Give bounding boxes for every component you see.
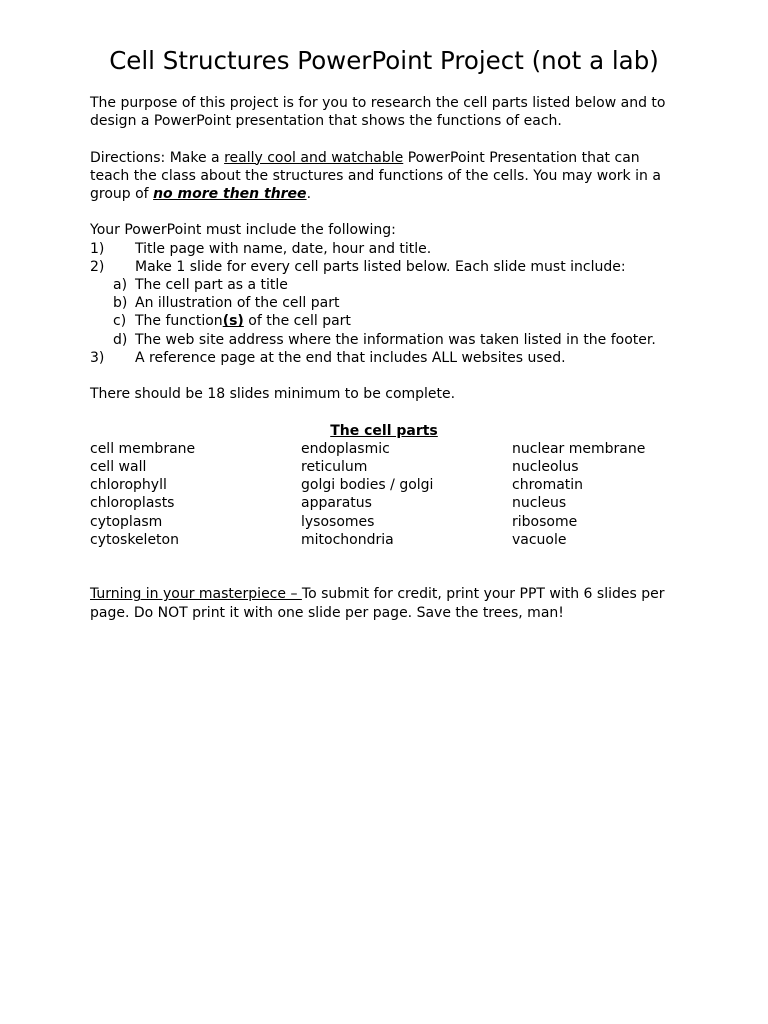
cell-parts-column-1: [90, 440, 301, 549]
cell-part: cell wall: [90, 459, 147, 475]
turning-in-text: To submit for credit, print your PPT with 6 slides per page. Do NOT print it with one slide per page. Save the trees, man!: [90, 586, 665, 621]
spacer: [90, 567, 678, 585]
cell-part: nucleolus: [512, 459, 579, 475]
cell-part: reticulum: [301, 459, 368, 475]
cell-part: chloroplasts: [90, 495, 175, 512]
cell-part: cell membrane: [90, 440, 196, 457]
directions-end: .: [306, 186, 312, 202]
spacer: [90, 549, 678, 567]
sub-item-letter: b): [113, 295, 128, 312]
cell-parts-table: [90, 440, 678, 549]
cell-part: cytoskeleton: [90, 531, 179, 548]
cell-part: mitochondria: [301, 531, 394, 548]
document-page: [90, 40, 678, 622]
cell-part: vacuole: [512, 531, 567, 548]
group-size-emphasis: no more then three: [153, 186, 307, 202]
turning-in-paragraph: [90, 585, 678, 621]
requirements-intro: Your PowerPoint must include the following:: [90, 222, 396, 239]
cell-part: apparatus: [301, 495, 372, 512]
cell-part: golgi bodies / golgi: [301, 477, 434, 494]
sub-item-c-emphasis: (s): [222, 313, 244, 330]
item-number: 1): [90, 240, 105, 257]
cell-part: nuclear membrane: [512, 440, 646, 457]
sub-item-c-pre: The function: [135, 313, 223, 330]
turning-in-label: Turning in your masterpiece –: [90, 586, 302, 603]
requirement-item-1: [90, 240, 678, 258]
cell-part: cytoplasm: [90, 513, 163, 530]
sub-item-text: The web site address where the information was taken listed in the footer.: [135, 331, 656, 348]
purpose-paragraph: The purpose of this project is for you to research the cell parts listed below and to design a PowerPoint presentation that shows the functions of each.: [90, 95, 666, 130]
item-text: Title page with name, date, hour and title.: [135, 240, 432, 257]
cell-parts-column-3: [512, 440, 678, 549]
cell-parts-heading: The cell parts: [330, 422, 438, 439]
spacer: [90, 130, 678, 148]
minimum-slides-note: There should be 18 slides minimum to be complete.: [90, 386, 456, 403]
requirement-item-3: [90, 349, 678, 367]
directions-middle: PowerPoint Presentation that can teach the class about the structures and functions of the cells. You may work in a group of: [90, 149, 661, 202]
requirement-item-2: [90, 258, 678, 276]
sub-item-letter: d): [113, 331, 128, 348]
sub-item-a: [90, 276, 678, 294]
sub-item-letter: c): [113, 313, 127, 330]
cell-part: lysosomes: [301, 513, 375, 530]
spacer: [90, 203, 678, 221]
item-number: 2): [90, 258, 105, 275]
sub-item-text: The cell part as a title: [135, 277, 288, 293]
cell-part: chromatin: [512, 477, 584, 494]
item-number: 3): [90, 349, 105, 366]
directions-prefix: Directions: Make a: [90, 149, 225, 166]
spacer: [90, 403, 678, 421]
sub-item-text: [135, 312, 678, 330]
cell-part: ribosome: [512, 513, 578, 530]
directions-emphasis: really cool and watchable: [224, 149, 404, 166]
sub-item-text: An illustration of the cell part: [135, 295, 340, 312]
page-title: Cell Structures PowerPoint Project (not a lab): [109, 46, 659, 75]
sub-item-b: [90, 294, 678, 312]
sub-item-c: [90, 312, 678, 330]
item-text: A reference page at the end that includes ALL websites used.: [135, 349, 566, 366]
sub-item-letter: a): [113, 277, 128, 293]
cell-parts-column-2: [301, 440, 512, 549]
sub-item-c-post: of the cell part: [243, 313, 351, 330]
sub-item-d: [90, 331, 678, 349]
item-text: Make 1 slide for every cell parts listed below. Each slide must include:: [135, 258, 626, 275]
cell-part: nucleus: [512, 495, 567, 512]
cell-part: endoplasmic: [301, 440, 390, 457]
cell-part: chlorophyll: [90, 477, 167, 494]
directions-paragraph: [90, 149, 678, 204]
spacer: [90, 367, 678, 385]
